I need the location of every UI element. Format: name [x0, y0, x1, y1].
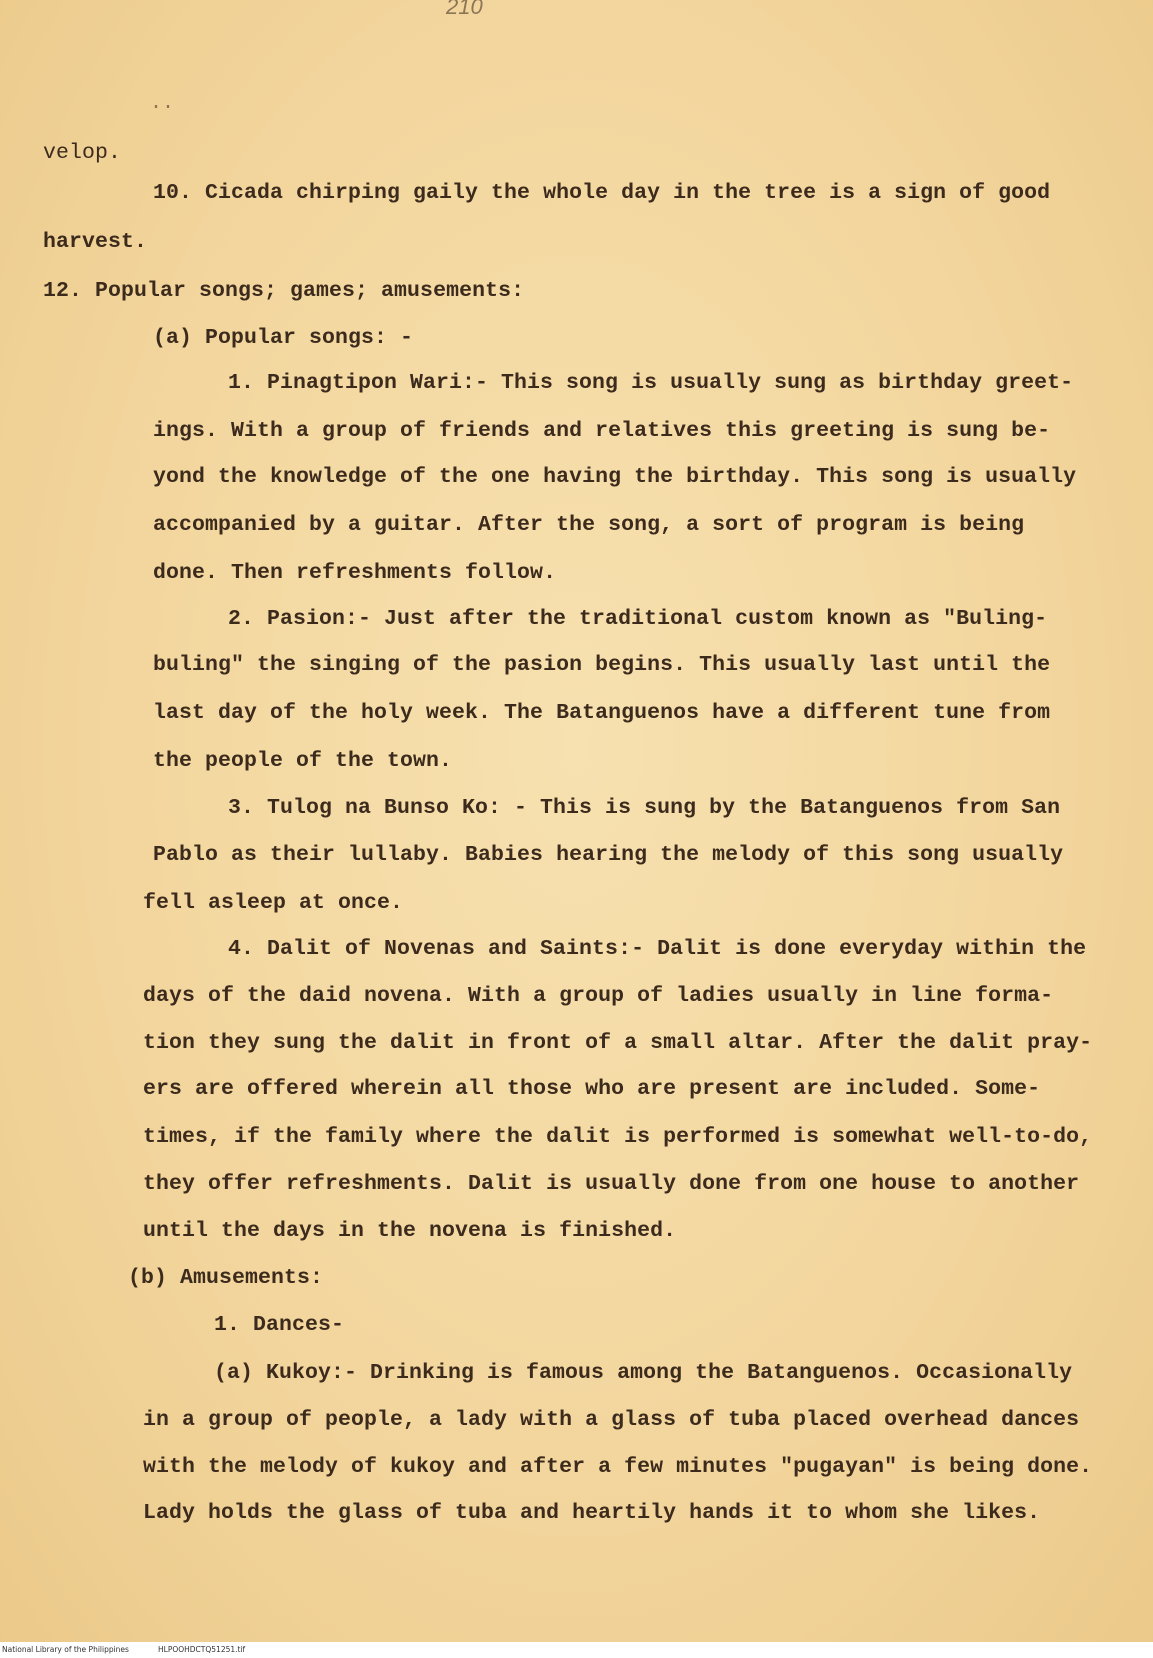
text-line-2: 10. Cicada chirping gaily the whole day in the tree is a sign of good [153, 181, 1051, 205]
text-line-15: 3. Tulog na Bunso Ko: - This is sung by the Batanguenos from San [228, 796, 1061, 820]
text-line-9: accompanied by a guitar. After the song, a sort of program is being [153, 513, 1025, 537]
subheading-amusements: (b) Amusements: [128, 1266, 324, 1290]
text-line-26: 1. Dances- [214, 1313, 345, 1337]
text-line-22: times, if the family where the dalit is performed is somewhat well-to-do, [143, 1125, 1093, 1149]
text-line-20: tion they sung the dalit in front of a small altar. After the dalit pray- [143, 1031, 1093, 1055]
text-line-21: ers are offered wherein all those who are present are included. Some- [143, 1077, 1041, 1101]
text-line-18: 4. Dalit of Novenas and Saints:- Dalit is done everyday within the [228, 937, 1087, 961]
text-line-11: 2. Pasion:- Just after the traditional custom known as "Buling- [228, 607, 1048, 631]
text-line-16: Pablo as their lullaby. Babies hearing the melody of this song usually [153, 843, 1064, 867]
text-line-12: buling" the singing of the pasion begins. This usually last until the [153, 653, 1051, 677]
text-line-24: until the days in the novena is finished. [143, 1219, 677, 1243]
subheading-popular-songs: (a) Popular songs: - [153, 326, 414, 350]
text-line-8: yond the knowledge of the one having the birthday. This song is usually [153, 465, 1077, 489]
text-line-27: (a) Kukoy:- Drinking is famous among the Batanguenos. Occasionally [214, 1361, 1073, 1385]
text-line-10: done. Then refreshments follow. [153, 561, 557, 585]
text-line-30: Lady holds the glass of tuba and heartily hands it to whom she likes. [143, 1501, 1041, 1525]
text-line-29: with the melody of kukoy and after a few minutes "pugayan" is being done. [143, 1455, 1093, 1479]
text-line-7: ings. With a group of friends and relatives this greeting is sung be- [153, 419, 1051, 443]
text-line-23: they offer refreshments. Dalit is usually done from one house to another [143, 1172, 1080, 1196]
stray-mark: .. [150, 92, 175, 115]
section-heading-12: 12. Popular songs; games; amusements: [43, 279, 525, 303]
text-line-17: fell asleep at once. [143, 891, 404, 915]
text-line-3: harvest. [43, 230, 148, 254]
text-line-13: last day of the holy week. The Batanguenos have a different tune from [153, 701, 1051, 725]
text-line-1: velop. [43, 141, 122, 165]
text-line-28: in a group of people, a lady with a glass of tuba placed overhead dances [143, 1408, 1080, 1432]
archive-footer [0, 1642, 1153, 1658]
page-number: 210 [446, 0, 483, 19]
text-line-19: days of the daid novena. With a group of ladies usually in line forma- [143, 984, 1054, 1008]
footer-file-code: HLPOOHDCTQ51251.tif [158, 1645, 246, 1654]
text-line-14: the people of the town. [153, 749, 453, 773]
text-line-6: 1. Pinagtipon Wari:- This song is usually sung as birthday greet- [228, 371, 1074, 395]
footer-library: National Library of the Philippines [2, 1645, 129, 1654]
